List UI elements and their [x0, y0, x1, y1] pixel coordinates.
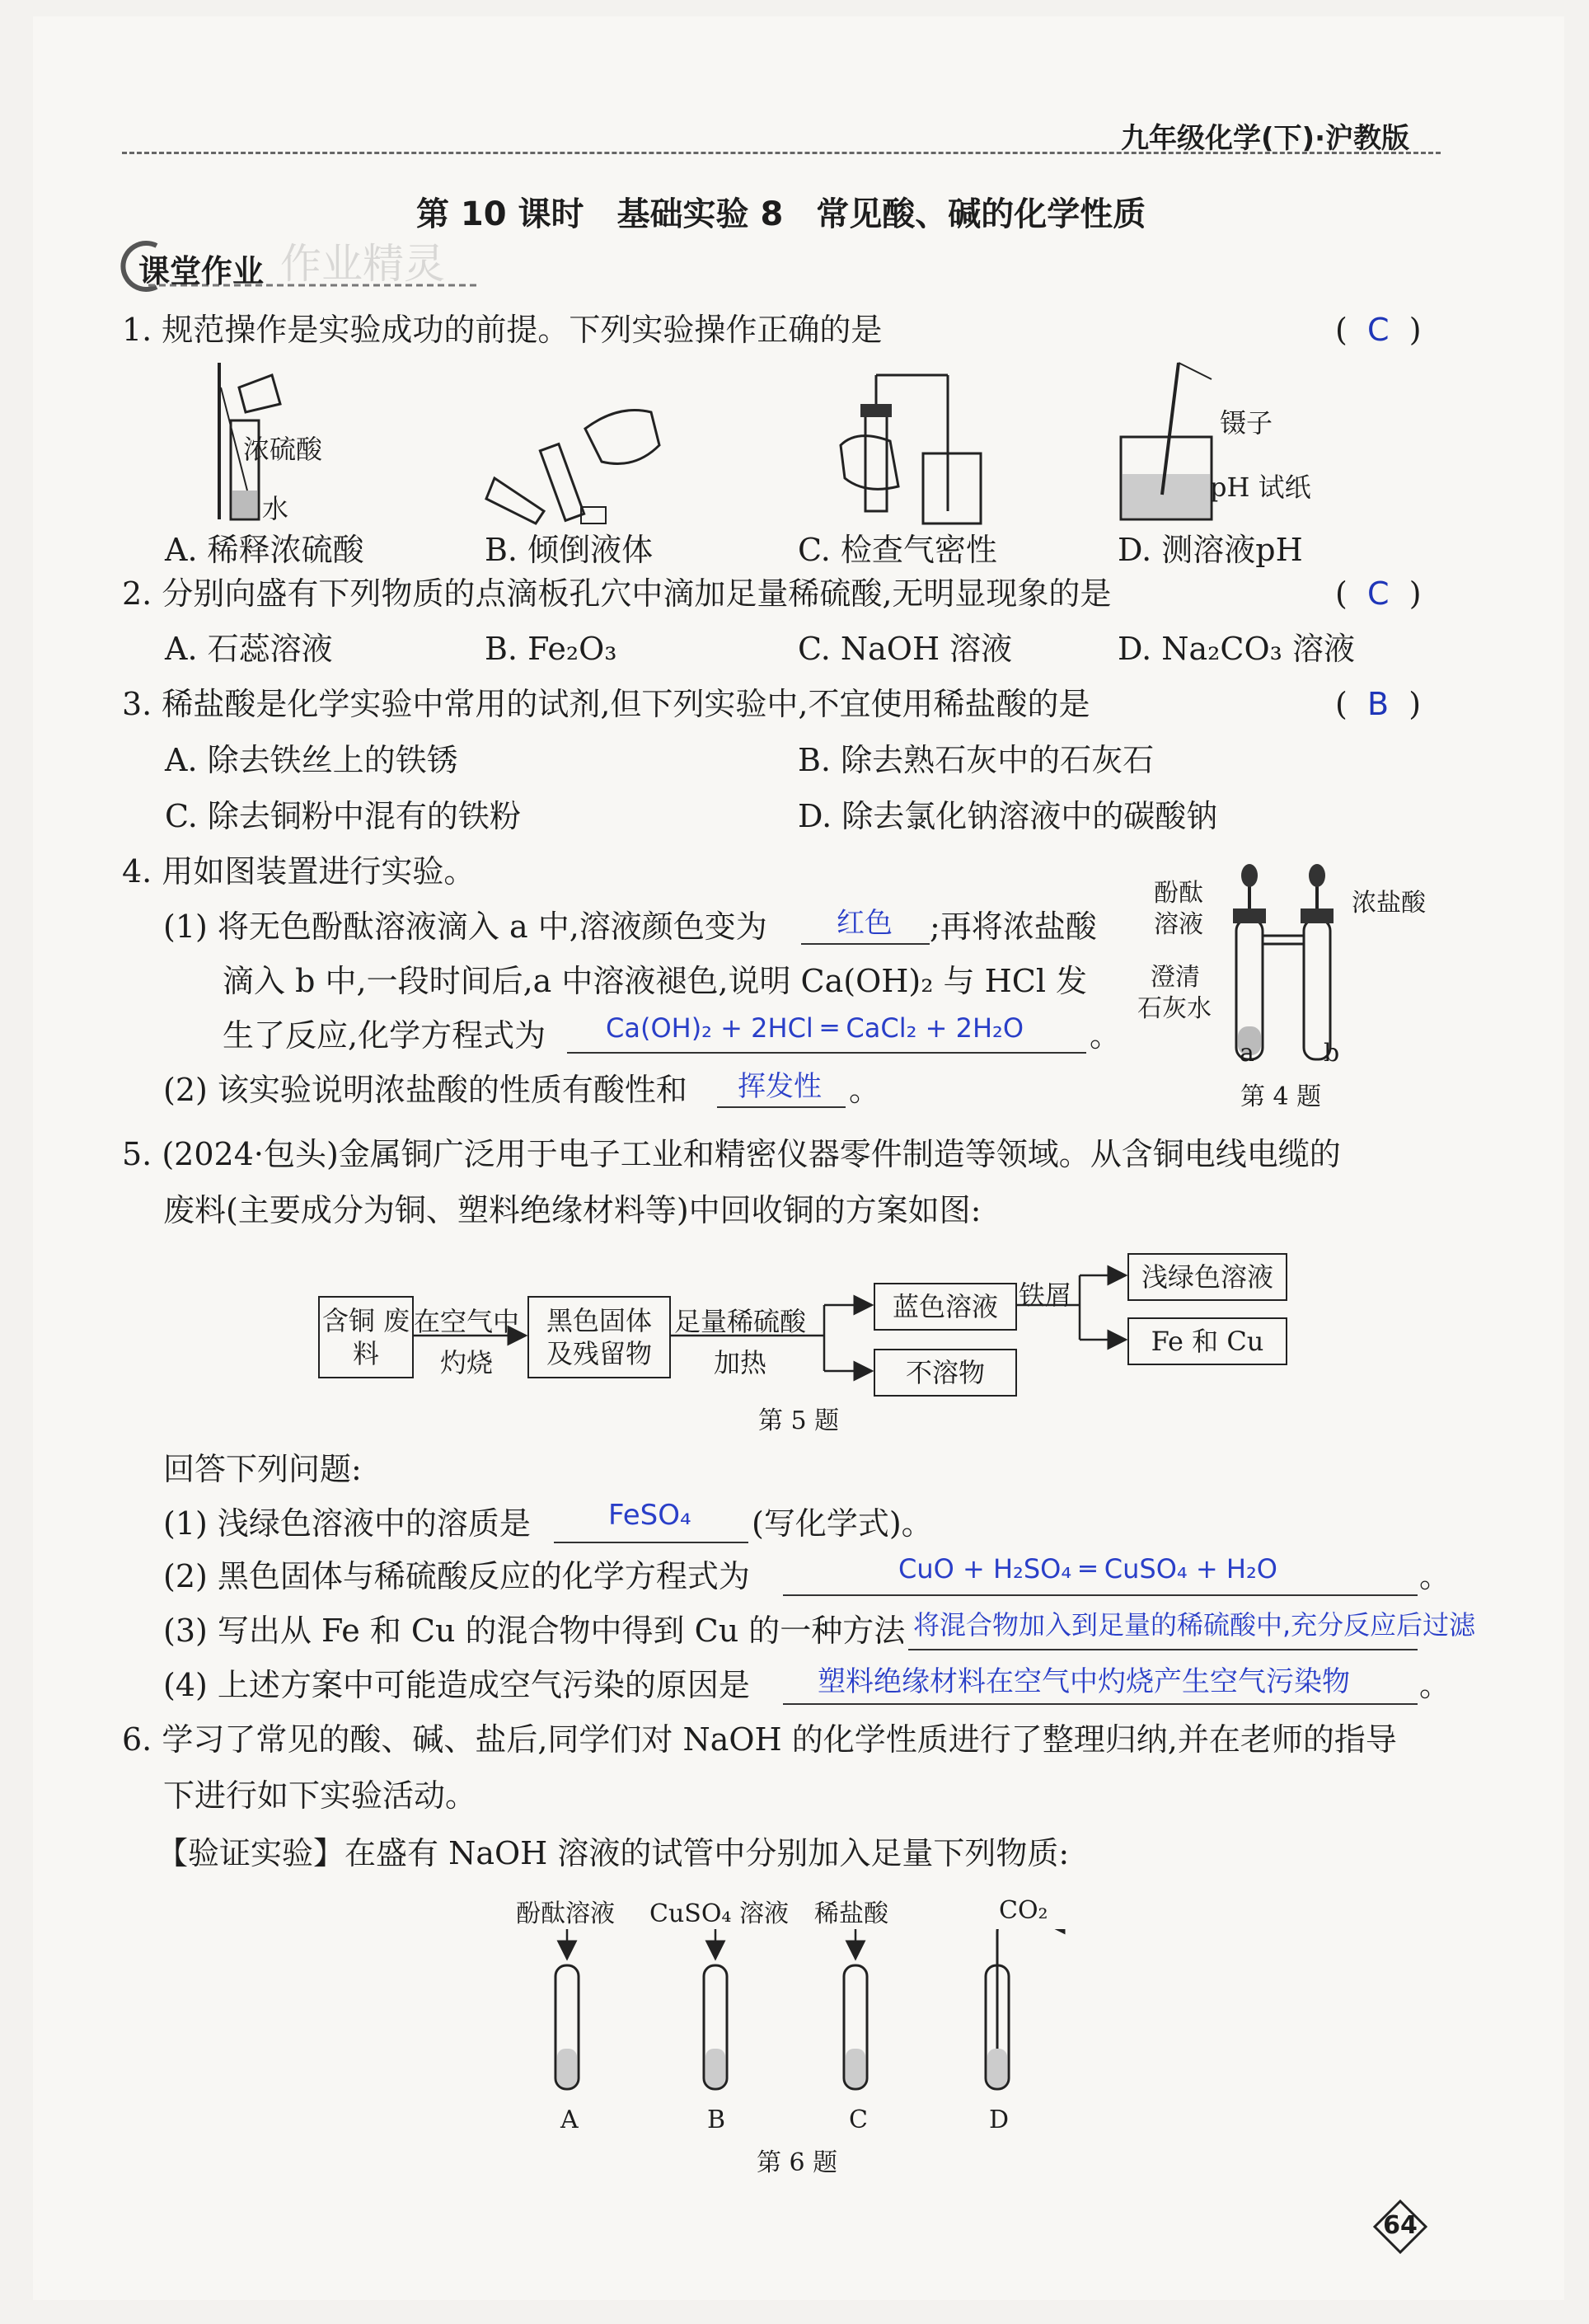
q4-p1-a: (1) 将无色酚酞溶液滴入 a 中,溶液颜色变为: [163, 908, 767, 945]
q6-test-tubes: [495, 1929, 1121, 2119]
label-tweezers: 镊子: [1220, 407, 1273, 439]
tube-b: [704, 1929, 727, 2089]
q1-option-d: D. 测溶液pH: [1118, 532, 1303, 568]
flow-box-light-green: 浅绿色溶液: [1127, 1253, 1287, 1301]
q1-option-b: B. 倾倒液体: [485, 532, 654, 568]
reagent-label-cuso4: CuSO₄ 溶液: [649, 1899, 789, 1928]
reagent-label-co2: CO₂: [999, 1896, 1048, 1925]
q1-figures: [190, 354, 1343, 536]
tube-label-d: D: [989, 2106, 1010, 2134]
page-number-badge: [1371, 2198, 1429, 2256]
section-badge: [115, 237, 478, 295]
q2-option-d: D. Na₂CO₃ 溶液: [1118, 631, 1355, 667]
fig4-label-phenol: 酚酞: [1154, 879, 1203, 908]
q3-option-b: B. 除去熟石灰中的石灰石: [798, 742, 1155, 778]
watermark: 作业精灵: [280, 240, 445, 288]
q1-answer: C: [1366, 312, 1390, 348]
flow-arrow3: 铁屑: [1019, 1279, 1072, 1311]
q2-option-b: B. Fe₂O₃: [485, 631, 617, 667]
q4-p1-d: 生了反应,化学方程式为: [223, 1017, 546, 1054]
flow-arrow2-top: 足量稀硫酸: [674, 1306, 807, 1337]
q3-option-a: A. 除去铁丝上的铁锈: [165, 742, 458, 778]
fig4-label-conc-hcl: 浓盐酸: [1352, 889, 1426, 918]
q3-option-c: C. 除去铜粉中混有的铁粉: [165, 798, 521, 834]
label-ph-paper: pH 试纸: [1210, 472, 1311, 503]
q4-stem: 4. 用如图装置进行实验。: [122, 853, 476, 890]
q1-stem: 1. 规范操作是实验成功的前提。下列实验操作正确的是: [122, 312, 883, 348]
page-number: 64: [1383, 2211, 1418, 2240]
q3-stem: 3. 稀盐酸是化学实验中常用的试剂,但下列实验中,不宜使用稀盐酸的是: [122, 686, 1090, 722]
q4-period-2: 。: [849, 1072, 881, 1108]
figure-c-airtight: [841, 375, 981, 523]
tube-label-b: B: [707, 2106, 726, 2134]
q4-answer-3: 挥发性: [738, 1070, 822, 1103]
q4-answer-1: 红色: [837, 907, 893, 940]
label-conc-acid: 浓硫酸: [243, 434, 323, 465]
q5-period-2: 。: [1419, 1558, 1451, 1594]
fig6-caption: 第 6 题: [757, 2148, 838, 2177]
q5-answer-4: 塑料绝缘材料在空气中灼烧产生空气污染物: [818, 1665, 1350, 1698]
q2-answer-bracket: ( C ): [1335, 575, 1422, 612]
q5-intro: 回答下列问题:: [163, 1451, 362, 1487]
reagent-label-hcl: 稀盐酸: [814, 1899, 888, 1928]
q5-answer-2: CuO + H₂SO₄ ═ CuSO₄ + H₂O: [898, 1553, 1277, 1585]
q5-sub1-a: (1) 浅绿色溶液中的溶质是: [163, 1505, 531, 1542]
q3-answer: B: [1366, 686, 1390, 722]
flow-box-insoluble: 不溶物: [874, 1349, 1017, 1397]
section-badge-label: 课堂作业: [138, 253, 265, 289]
q4-answer-2: Ca(OH)₂ + 2HCl ═ CaCl₂ + 2H₂O: [606, 1012, 1024, 1044]
q5-answer-1: FeSO₄: [608, 1499, 691, 1532]
q4-p1-b: ;再将浓盐酸: [930, 908, 1097, 945]
q4-period: 。: [1090, 1017, 1122, 1054]
q4-p2: (2) 该实验说明浓盐酸的性质有酸性和: [163, 1072, 687, 1108]
fig5-caption: 第 5 题: [758, 1406, 840, 1435]
figure-d-ph: [1121, 363, 1212, 519]
flow-box-fe-cu: Fe 和 Cu: [1127, 1317, 1287, 1365]
q6-stem-2: 下进行如下实验活动。: [163, 1777, 477, 1814]
q5-sub2: (2) 黑色固体与稀硫酸反应的化学方程式为: [163, 1558, 750, 1594]
q6-stem-1: 6. 学习了常见的酸、碱、盐后,同学们对 NaOH 的化学性质进行了整理归纳,并在老师的指导: [122, 1721, 1397, 1758]
q6-verify: 【验证实验】在盛有 NaOH 溶液的试管中分别加入足量下列物质:: [157, 1835, 1070, 1871]
book-header: 九年级化学(下)·沪教版: [1121, 122, 1409, 155]
q5-stem-1: 5. (2024·包头)金属铜广泛用于电子工业和精密仪器零件制造等领域。从含铜电线电缆的: [122, 1136, 1341, 1172]
q1-option-a: A. 稀释浓硫酸: [165, 532, 364, 568]
flow-box-black-solid: 黑色固体 及残留物: [527, 1296, 671, 1378]
q5-stem-2: 废料(主要成分为铜、塑料绝缘材料等)中回收铜的方案如图:: [163, 1192, 982, 1228]
flow-arrow1-bottom: 灼烧: [440, 1347, 494, 1378]
q5-period-4: 。: [1419, 1667, 1451, 1703]
label-water: 水: [262, 493, 289, 524]
fig4-label-a: a: [1240, 1039, 1254, 1068]
fig4-label-limewater: 石灰水: [1137, 994, 1212, 1023]
flow-arrow2-bottom: 加热: [714, 1347, 767, 1378]
fig4-caption: 第 4 题: [1240, 1082, 1322, 1111]
tube-c: [844, 1929, 867, 2089]
flow-box-blue-solution: 蓝色溶液: [874, 1283, 1017, 1331]
q5-sub1-b: (写化学式)。: [752, 1505, 933, 1542]
q2-answer: C: [1366, 575, 1390, 612]
tube-d: [986, 1929, 1088, 2089]
flow-arrow1-top: 在空气中: [414, 1306, 520, 1337]
tube-label-a: A: [560, 2106, 579, 2134]
header-divider: [122, 152, 1441, 154]
q2-option-c: C. NaOH 溶液: [798, 631, 1013, 667]
q5-sub4: (4) 上述方案中可能造成空气污染的原因是: [163, 1667, 750, 1703]
q1-answer-bracket: ( C ): [1335, 312, 1422, 348]
fig4-label-b: b: [1324, 1039, 1340, 1068]
q2-option-a: A. 石蕊溶液: [165, 631, 333, 667]
q1-option-c: C. 检查气密性: [798, 532, 997, 568]
tube-a: [555, 1929, 579, 2089]
q5-answer-3: 将混合物加入到足量的稀硫酸中,充分反应后过滤: [913, 1609, 1476, 1641]
figure-b-pouring: [486, 411, 659, 524]
reagent-label-phenolphthalein: 酚酞溶液: [516, 1899, 615, 1928]
q3-option-d: D. 除去氯化钠溶液中的碳酸钠: [798, 798, 1218, 834]
q4-p1-c: 滴入 b 中,一段时间后,a 中溶液褪色,说明 Ca(OH)₂ 与 HCl 发: [223, 963, 1088, 999]
lesson-title: 第 10 课时 基础实验 8 常见酸、碱的化学性质: [416, 195, 1146, 233]
flow-box-waste: 含铜 废料: [318, 1296, 414, 1378]
fig4-label-clear: 澄清: [1151, 963, 1200, 992]
q5-sub3: (3) 写出从 Fe 和 Cu 的混合物中得到 Cu 的一种方法: [163, 1613, 906, 1649]
q3-answer-bracket: ( B ): [1335, 686, 1422, 722]
q2-stem: 2. 分别向盛有下列物质的点滴板孔穴中滴加足量稀硫酸,无明显现象的是: [122, 575, 1112, 612]
fig4-label-solution: 溶液: [1154, 910, 1203, 939]
tube-label-c: C: [849, 2106, 868, 2134]
